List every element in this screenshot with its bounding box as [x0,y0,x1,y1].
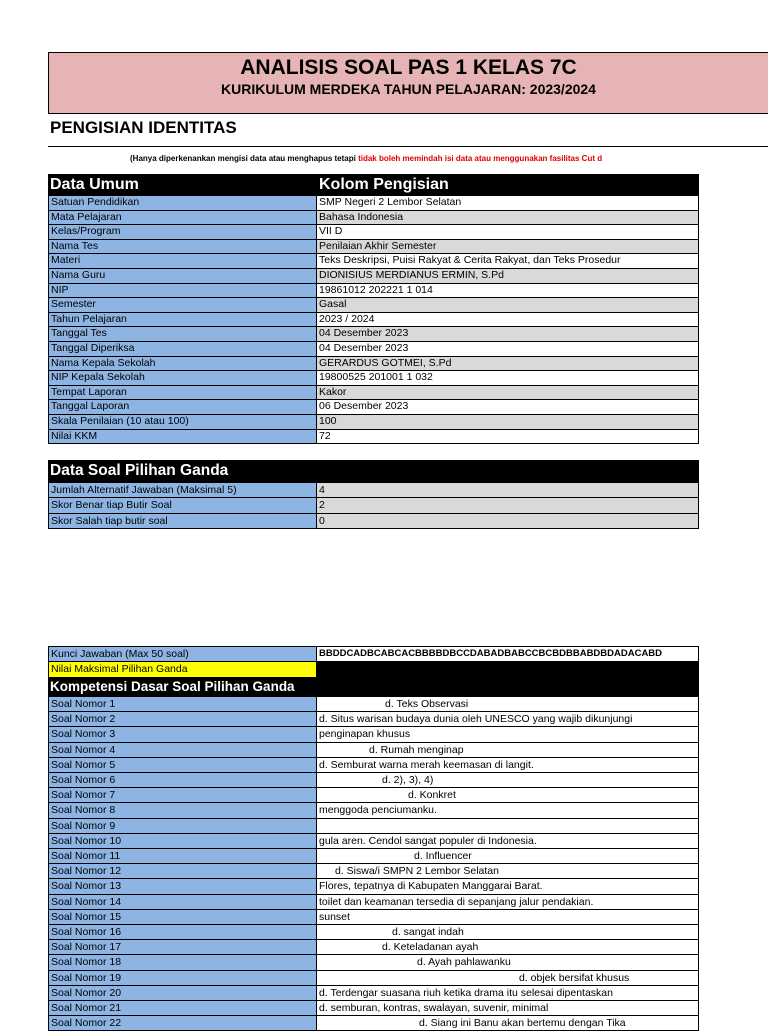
data-umum-row [48,224,699,239]
data-umum-row [48,370,699,385]
soal-value-field[interactable]: sunset [317,910,699,924]
soal-label: Soal Nomor 5 [48,758,317,772]
data-umum-row [48,356,699,371]
data-umum-row [48,283,699,298]
data-umum-row [48,239,699,254]
data-umum-row [48,429,699,444]
soal-value-field[interactable]: d. Teks Observasi [317,697,699,711]
pilihan-ganda-label: Skor Salah tiap butir soal [48,514,317,528]
data-umum-label: Mata Pelajaran [48,211,317,225]
soal-label: Soal Nomor 18 [48,955,317,969]
soal-value-field[interactable]: d. objek bersifat khusus [317,971,699,985]
soal-row [48,696,699,711]
data-umum-label: Nama Guru [48,269,317,283]
kompetensi-header [48,677,699,696]
data-umum-label: Nama Kepala Sekolah [48,357,317,371]
soal-row [48,954,699,969]
soal-row [48,833,699,848]
kolom-pengisian-heading: Kolom Pengisian [319,176,449,193]
data-umum-value-field[interactable]: DIONISIUS MERDIANUS ERMIN, S.Pd [317,269,699,283]
soal-row [48,848,699,863]
soal-row [48,726,699,741]
report-header [48,52,768,114]
soal-label: Soal Nomor 12 [48,864,317,878]
instruction-note [130,153,768,164]
data-umum-row [48,195,699,210]
soal-row [48,757,699,772]
data-umum-label: NIP [48,284,317,298]
pilihan-ganda-value-field[interactable]: 4 [317,483,699,497]
soal-value-field[interactable]: Flores, tepatnya di Kabupaten Manggarai Barat. [317,879,699,893]
kunci-jawaban-input[interactable]: BBDDCADBCABCACBBBBDBCCDABADBABCCBCBDBBABDBDADACABD [317,647,699,662]
data-umum-row [48,297,699,312]
soal-label: Soal Nomor 20 [48,986,317,1000]
soal-value-field[interactable]: d. Semburat warna merah keemasan di langit. [317,758,699,772]
soal-value-field[interactable]: menggoda penciumanku. [317,803,699,817]
data-umum-label: Nama Tes [48,240,317,254]
data-umum-header [48,174,699,195]
soal-label: Soal Nomor 11 [48,849,317,863]
soal-label: Soal Nomor 7 [48,788,317,802]
data-umum-value-field[interactable]: 19861012 202221 1 014 [317,284,699,298]
data-umum-label: Skala Penilaian (10 atau 100) [48,415,317,429]
soal-value-field[interactable]: d. Siang ini Banu akan bertemu dengan Tika [317,1016,699,1030]
nilai-maksimal-label: Nilai Maksimal Pilihan Ganda [48,662,317,677]
soal-row [48,818,699,833]
soal-value-field[interactable]: d. 2), 3), 4) [317,773,699,787]
instruction-note-text: (Hanya diperkenankan mengisi data atau menghapus tetapi [130,154,359,163]
soal-value-field[interactable]: d. Terdengar suasana riuh ketika drama itu selesai dipentaskan [317,986,699,1000]
data-umum-label: Nilai KKM [48,430,317,444]
data-umum-label: Tanggal Laporan [48,400,317,414]
soal-value-field[interactable]: d. Keteladanan ayah [317,940,699,954]
soal-label: Soal Nomor 16 [48,925,317,939]
soal-row [48,878,699,893]
data-umum-value-field[interactable]: 100 [317,415,699,429]
soal-row [48,909,699,924]
soal-label: Soal Nomor 14 [48,895,317,909]
soal-label: Soal Nomor 22 [48,1016,317,1030]
data-umum-value-field[interactable]: 19800525 201001 1 032 [317,371,699,385]
data-umum-value-field[interactable]: Kakor [317,386,699,400]
soal-label: Soal Nomor 13 [48,879,317,893]
soal-value-field[interactable]: d. Situs warisan budaya dunia oleh UNESCO yang wajib dikunjungi [317,712,699,726]
soal-row [48,894,699,909]
data-umum-label: Tanggal Tes [48,327,317,341]
pilihan-ganda-label: Skor Benar tiap Butir Soal [48,498,317,512]
pilihan-ganda-table-border [48,528,699,529]
soal-value-field[interactable]: d. sangat indah [317,925,699,939]
soal-row [48,924,699,939]
data-umum-value-field[interactable]: 72 [317,430,699,444]
soal-row [48,939,699,954]
data-umum-label: Semester [48,298,317,312]
data-umum-value-field[interactable]: Teks Deskripsi, Puisi Rakyat & Cerita Rakyat, dan Teks Prosedur [317,254,699,268]
data-umum-label: Kelas/Program [48,225,317,239]
soal-label: Soal Nomor 17 [48,940,317,954]
soal-label: Soal Nomor 4 [48,743,317,757]
soal-value-field[interactable]: d. Konkret [317,788,699,802]
soal-row [48,711,699,726]
soal-label: Soal Nomor 6 [48,773,317,787]
data-umum-heading: Data Umum [50,176,139,193]
soal-row [48,787,699,802]
data-umum-label: Tanggal Diperiksa [48,342,317,356]
pilihan-ganda-heading: Data Soal Pilihan Ganda [50,462,229,479]
data-umum-value-field[interactable]: 04 Desember 2023 [317,327,699,341]
data-umum-table-border [48,443,699,444]
soal-label: Soal Nomor 3 [48,727,317,741]
soal-value-field[interactable]: penginapan khusus [317,727,699,741]
soal-label: Soal Nomor 1 [48,697,317,711]
kunci-jawaban-label: Kunci Jawaban (Max 50 soal) [48,647,317,662]
soal-label: Soal Nomor 19 [48,971,317,985]
soal-value-field[interactable]: d. Rumah menginap [317,743,699,757]
kunci-jawaban-row [48,646,699,662]
data-umum-row [48,414,699,429]
soal-row [48,772,699,787]
data-umum-label: NIP Kepala Sekolah [48,371,317,385]
pilihan-ganda-row [48,513,699,528]
soal-label: Soal Nomor 21 [48,1001,317,1015]
soal-value-field[interactable]: d. semburan, kontras, swalayan, suvenir, minimal [317,1001,699,1015]
data-umum-row [48,253,699,268]
section-title: PENGISIAN IDENTITAS [50,118,237,137]
nilai-maksimal-value [317,662,699,677]
data-umum-value-field[interactable]: VII D [317,225,699,239]
soal-row [48,1015,699,1030]
data-umum-label: Satuan Pendidikan [48,196,317,210]
soal-row [48,742,699,757]
soal-label: Soal Nomor 2 [48,712,317,726]
soal-row [48,985,699,1000]
soal-value-field[interactable]: d. Influencer [317,849,699,863]
soal-value-field[interactable]: toilet dan keamanan tersedia di sepanjang jalur pendakian. [317,895,699,909]
soal-label: Soal Nomor 9 [48,819,317,833]
data-umum-row [48,341,699,356]
divider [48,146,768,147]
pilihan-ganda-row [48,482,699,497]
data-umum-value-field[interactable]: 2023 / 2024 [317,313,699,327]
pilihan-ganda-header [48,460,699,482]
soal-value-field[interactable] [317,819,699,833]
soal-label: Soal Nomor 15 [48,910,317,924]
soal-row [48,802,699,817]
data-umum-label: Tahun Pelajaran [48,313,317,327]
data-umum-row [48,399,699,414]
data-umum-value-field[interactable]: Gasal [317,298,699,312]
soal-label: Soal Nomor 8 [48,803,317,817]
soal-label: Soal Nomor 10 [48,834,317,848]
report-subtitle: KURIKULUM MERDEKA TAHUN PELAJARAN: 2023/2024 [221,81,596,97]
data-umum-label: Materi [48,254,317,268]
data-umum-label: Tempat Laporan [48,386,317,400]
data-umum-row [48,312,699,327]
nilai-maksimal-row [48,661,699,677]
data-umum-value-field[interactable]: GERARDUS GOTMEI, S.Pd [317,357,699,371]
data-umum-value-field[interactable]: Penilaian Akhir Semester [317,240,699,254]
data-umum-row [48,210,699,225]
soal-row [48,970,699,985]
instruction-note-warning: tidak boleh memindah isi data atau menggunakan fasilitas Cut d [358,154,603,163]
pilihan-ganda-row [48,497,699,512]
soal-value-field[interactable]: gula aren. Cendol sangat populer di Indonesia. [317,834,699,848]
data-umum-value-field[interactable]: SMP Negeri 2 Lembor Selatan [317,196,699,210]
soal-row [48,863,699,878]
data-umum-row [48,326,699,341]
report-title: ANALISIS SOAL PAS 1 KELAS 7C [240,56,577,79]
kompetensi-heading: Kompetensi Dasar Soal Pilihan Ganda [50,679,295,694]
soal-row [48,1000,699,1015]
data-umum-value-field[interactable]: Bahasa Indonesia [317,211,699,225]
pilihan-ganda-label: Jumlah Alternatif Jawaban (Maksimal 5) [48,483,317,497]
soal-value-field[interactable]: d. Ayah pahlawanku [317,955,699,969]
data-umum-value-field[interactable]: 06 Desember 2023 [317,400,699,414]
data-umum-row [48,385,699,400]
data-umum-row [48,268,699,283]
soal-value-field[interactable]: d. Siswa/i SMPN 2 Lembor Selatan [317,864,699,878]
pilihan-ganda-value-field[interactable]: 0 [317,514,699,528]
data-umum-value-field[interactable]: 04 Desember 2023 [317,342,699,356]
pilihan-ganda-value-field[interactable]: 2 [317,498,699,512]
